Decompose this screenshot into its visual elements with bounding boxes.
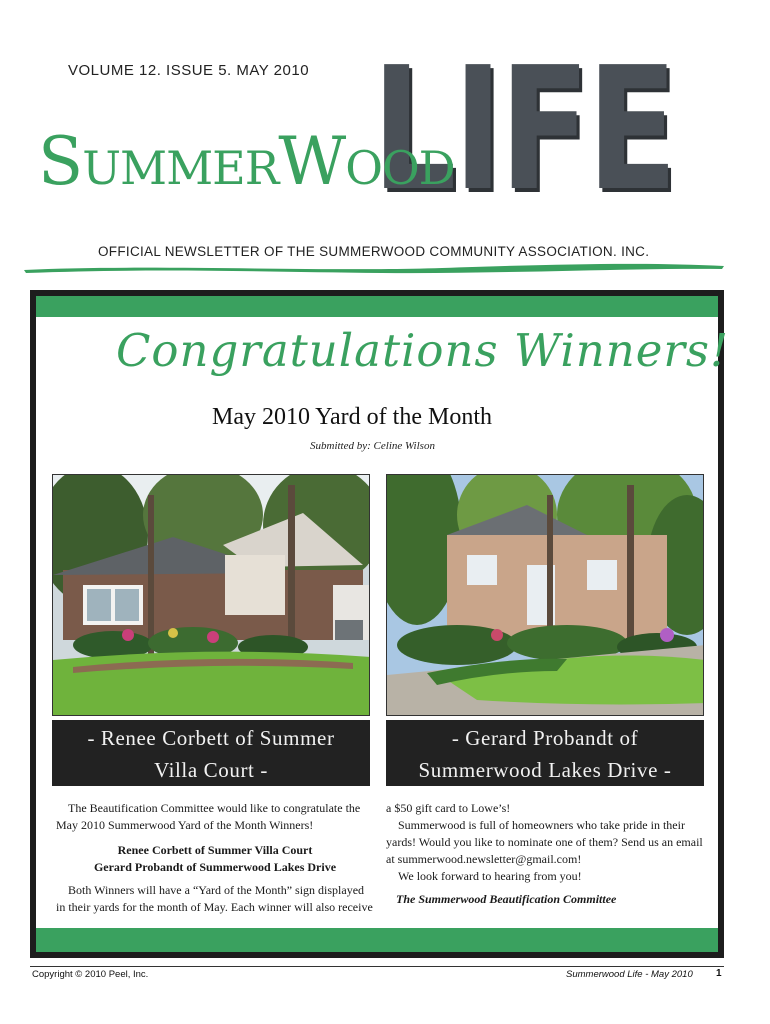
masthead-life-title: LIFE [372,31,675,229]
winner-name-2: Gerard Probandt of Summerwood Lakes Drive [93,860,337,874]
right-paragraph-giftcard: a $50 gift card to Lowe’s! [386,801,511,815]
winner-yard-photo-right [386,474,704,716]
caption-left-line1: - Renee Corbett of Summer [87,726,335,750]
photo-caption-left [52,720,370,786]
right-paragraph-nominate: Summerwood is full of homeowners who take pride in their yards! Would you like to nominate one of them? Send us an email at summerwood.newsletter@gmail.com! [386,818,703,866]
masthead-brand-title: SummerWood [38,123,455,200]
panel-bottom-band [36,928,718,952]
winner-name-1: Renee Corbett of Summer Villa Court [117,843,313,857]
volume-issue-line: VOLUME 12. ISSUE 5. MAY 2010 [68,62,310,79]
winner-yard-photo-left [52,474,370,716]
article-subhead: May 2010 Yard of the Month [212,404,492,430]
masthead-tagline: OFFICIAL NEWSLETTER OF THE SUMMERWOOD COMMUNITY ASSOCIATION. INC. [98,244,650,259]
caption-left-line2: Villa Court - [154,758,268,782]
article-column-right [386,800,704,908]
footer-page-number: 1 [716,968,722,979]
caption-right-line2: Summerwood Lakes Drive - [418,758,672,782]
photo-caption-right [386,720,704,786]
article-signoff: The Summerwood Beautification Committee [396,892,617,906]
footer-divider [30,966,724,967]
article-headline: Congratulations Winners! [116,324,730,377]
article-column-left [56,800,374,916]
caption-right-line1: - Gerard Probandt of [451,726,639,750]
article-byline: Submitted by: Celine Wilson [310,440,435,452]
masthead-swoosh-divider [22,260,726,276]
left-paragraph-prizes: Both Winners will have a “Yard of the Month” sign displayed in their yards for the month of May. Each winner will also receive [56,883,373,914]
right-paragraph-closing: We look forward to hearing from you! [398,869,582,883]
footer-copyright: Copyright © 2010 Peel, Inc. [32,969,149,980]
footer-publication: Summerwood Life - May 2010 [566,969,693,980]
winners-list [56,842,374,876]
left-paragraph-intro: The Beautification Committee would like to congratulate the May 2010 Summerwood Yard of the Month Winners! [56,801,361,832]
panel-top-band [36,296,718,317]
